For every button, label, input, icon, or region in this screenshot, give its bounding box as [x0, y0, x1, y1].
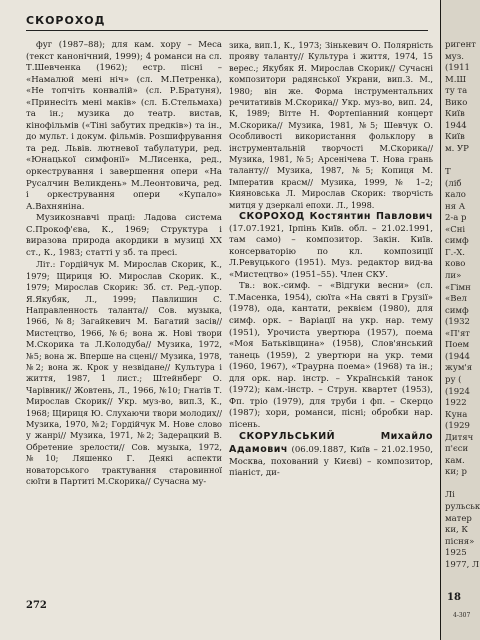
- next-page-line: жум'я: [445, 363, 473, 374]
- next-page-line: «Сні: [445, 224, 466, 235]
- next-page-line: ту та: [445, 86, 468, 97]
- paragraph-works: фуг (1987–88); для кам. хору – Меса (текст канонічний, 1999); 4 романси на сл. Т.Шевченка (1962); естр. пісні – «Намалюй мені ніч» (сл. М.Петренка), «Не топчіть конвалій» (сл. Р.Братуня), «Принесіть мені маків» (сл. Б.Стельмаха) та ін.; музика до театр. вистав, кінофільмів («Тіні забутих предків») та ін., до мульт. і докум. фільмів. Розшифрування та ред. Львів. лютневої табулатури, ред. «Юнацької симфонії» М.Лисенка, ред., оркестрування і завершення опери «На Русалчин Великдень» М.Леонтовича, ред. і оркестрування опери «Купало» А.Вахняніна.: [26, 40, 222, 212]
- next-page-line: (1932: [445, 317, 470, 328]
- next-page-line: (1924: [445, 386, 470, 397]
- next-page-line: п'єси: [445, 444, 469, 455]
- next-page-line: Куна: [445, 409, 468, 420]
- next-page-line: ли»: [445, 271, 462, 281]
- next-page-line: кало: [445, 190, 466, 201]
- next-page-line: ня А: [445, 201, 466, 212]
- next-page-line: рульськ: [445, 502, 480, 512]
- paragraph-musicology: Музикознавчі праці: Ладова система С.Прокоф'єва, К., 1969; Структура і виразова природа акордики в музиці XX ст., К., 1983; статті у зб. та пресі.: [26, 213, 222, 258]
- entry-skorulsky: [229, 431, 433, 479]
- next-page-line: м. УР: [445, 143, 469, 154]
- next-page-line: ригент: [445, 40, 476, 50]
- next-page-line: пісня»: [445, 536, 475, 547]
- entry-skorulsky-bio: (06.09.1887, Київ – 21.02.1950, Москва, похований у Києві) – композитор, піаніст, ди-: [229, 445, 433, 479]
- next-page-line: (1929: [445, 421, 470, 432]
- next-page-line: Дитяч: [445, 432, 474, 443]
- text-column-1: [26, 40, 222, 488]
- page-number: 272: [26, 600, 47, 611]
- next-page-line: 1922: [445, 398, 467, 409]
- next-page-line: Київ: [445, 109, 465, 120]
- next-page-line: ки; р: [445, 467, 467, 478]
- running-head: СКОРОХОД: [26, 14, 428, 31]
- paragraph-literature: Літ.: Гордійчук М. Мирослав Скорик, К., 1979; Щириця Ю. Мирослав Скорик. К., 1979; Мирослав Скорик: Зб. ст. Ред.-упор. Я.Якубяк, Л., 1999; Павлишин С. Направленность таланта// Сов. музыка, 1966, №8; Загайкевич М. Багатий засів// Мистецтво, 1966, №6; вона ж. Нові твори М.Скорика та Л.Колодуба// Музика, 1972, №5; вона ж. Вперше на сцені// Музика, 1978, №2; вона ж. Крок у незвідане// Культура і життя, 1987, 1 лист.; Штейнберг О. Чарівник// Жовтень, Л., 1966, №10; Гнатів Т. Мирослав Скорик// Укр. муз-во, вип.3, К., 1968; Щириця Ю. Слухаючи твори молодих// Музика, 1970, №2; Гордійчук М. Нове слово у жанрі// Музика, 1971, №2; Задерацкий В. Обретение зрелости// Сов. музыка, 1972, №10; Ляшенко Г. Деякі аспекти новаторського трактування старовинної сюїти в Партиті М.Скорика// Сучасна му-: [26, 259, 222, 487]
- next-page-line: Вико: [445, 97, 468, 108]
- next-page-line: Поем: [445, 340, 470, 351]
- next-page-number: 18: [447, 592, 461, 603]
- next-page-line: Київ: [445, 132, 465, 143]
- next-page-line: симф: [445, 305, 469, 316]
- next-page-line: «Вел: [445, 294, 467, 305]
- next-page-line: муз.: [445, 51, 464, 62]
- next-page-line: «П'ят: [445, 328, 471, 339]
- next-page-line: 2-а р: [445, 213, 467, 224]
- entry-skorokhod-works: Тв.: вок.-симф. – «Відгуки весни» (сл. Т.Масенка, 1954), сюїта «На святі в Грузії» (1978), ода, кантати, реквієм (1980), для симф. орк. – Варіації на укр. нар. тему (1951), Урочиста увертюра (1957), поема «Моя Батьківщина» (1958), Слов'янський танець (1959), 2 увертюри на укр. теми (1960, 1967), «Траурна поема» (1968) та ін.; для орк. нар. інстр. – Українській танок (1972); кам.-інстр. – Струн. квартет (1953), Фп. тріо (1979), для труби і фп. – Скерцо (1987); хори, романси, пісні; обробки нар. пісень.: [229, 281, 433, 430]
- next-page-line: симф: [445, 236, 469, 247]
- next-page-line: Г.-Х.: [445, 247, 465, 258]
- next-page-line: Т: [445, 167, 451, 178]
- book-page-right-edge: [441, 0, 480, 640]
- text-column-2: [229, 40, 433, 480]
- next-page-line: «Гімн: [445, 282, 471, 293]
- next-page-line: ки, К: [445, 525, 468, 536]
- entry-skorokhod-bio: (17.07.1921, Ірпінь Київ. обл. – 21.02.1991, там само) – композитор. Закін. Київ. консерваторію по кл. композиції Л.Ревуцького (1951). Муз. редактор вид-ва «Мистецтво» (1951–55). Член СКУ.: [229, 223, 433, 280]
- next-page-line: (ліб: [445, 178, 462, 189]
- next-page-line: М.Ш: [445, 74, 467, 85]
- next-page-line: 1944: [445, 120, 467, 131]
- next-page-line: ково: [445, 259, 466, 270]
- entry-skorulsky-name: СКОРУЛЬСЬКИЙ Михайло Адамович: [229, 431, 433, 456]
- entry-skorokhod: [229, 211, 433, 281]
- next-page-line: матер: [445, 513, 472, 524]
- next-page-line: 1977, Л: [445, 559, 480, 570]
- next-page-signature: 4-307: [453, 612, 471, 619]
- next-page-line: ру (: [445, 374, 462, 385]
- next-page-line: (1911: [445, 63, 470, 74]
- paragraph-literature-cont: зика, вип.1, К., 1973; Зінькевич О. Полярність прояву таланту// Культура і життя, 1974, 15 верес.; Якубяк Я. Мирослав Скорик// Сучасні композитори радянської Украни, вип.3. М., 1980; він же. Форма інструментальних речитативів М.Скорика// Укр. муз-во, вип. 24, К, 1989; Вітте Н. Фортепіанний концерт М.Скорика// Музика, 1981, №5; Шевчук О. Особливості використання фольклору в інструментальній творчості М.Скорика// Музика, 1981, №5; Арсенічева Т. Нова грань таланту// Музика, 1987, №5; Копиця М. Імператив красм// Музика, 1999, № 1–2; Кияновська Л. Мирослав Скорик: творчість митця у дзеркалі епохи. Л., 1998.: [229, 40, 433, 210]
- next-page-line: Лі: [445, 490, 455, 501]
- next-page-line: (1944: [445, 351, 470, 362]
- entry-skorokhod-name: СКОРОХОД Костянтин Павлович: [239, 211, 433, 223]
- next-page-line: кам.: [445, 455, 465, 466]
- next-page-line: 1925: [445, 548, 467, 559]
